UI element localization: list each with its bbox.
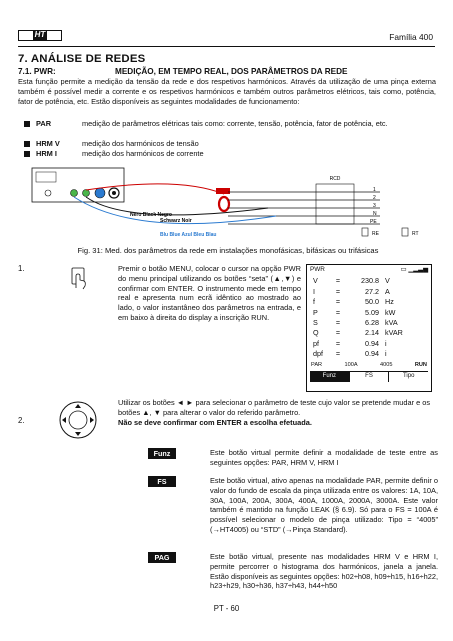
header-divider xyxy=(18,46,435,47)
mode-key: HRM I xyxy=(36,149,57,158)
lcd-row: pf = 0.94 i xyxy=(313,338,387,348)
bullet-square xyxy=(24,141,30,147)
lcd-row: V = 230.8 V xyxy=(313,276,390,286)
brand-logo: HT xyxy=(18,30,62,41)
cable-label-black: Nero Black Negro xyxy=(130,212,172,218)
bullet-square xyxy=(24,151,30,157)
mode-item-par xyxy=(24,119,436,129)
lcd-row: S = 6.28 kVA xyxy=(313,318,398,328)
mode-item-hrm-i xyxy=(24,149,436,159)
svg-text:RT: RT xyxy=(412,231,419,237)
lcd-status-line xyxy=(307,362,431,369)
cable-label-black-2: Schwarz Noir xyxy=(160,218,192,224)
lcd-row: Q = 2.14 kVAR xyxy=(313,328,403,338)
lcd-row: P = 5.09 kW xyxy=(313,307,396,317)
lcd-header xyxy=(307,265,431,275)
svg-text:1: 1 xyxy=(373,187,376,193)
step-1-number: 1. xyxy=(18,264,25,273)
svg-text:N: N xyxy=(373,211,377,217)
fs-description: Este botão virtual, ativo apenas na modalidade PAR, permite definir o valor do fundo de escala da pinça utilizada entre os valores: 1A, 10A, 30A, 100A, 200A, 300A, 400A, 1000A, 2000A, 3000A. Este valor também é mantido na função LEAK (§ 6.9). Só para o FS = 100A é possível selecionar o modelo de pinça utilizado: Tipo = “4005” (→HT4005) ou “STD” (→Pinça Standard). xyxy=(210,476,438,534)
svg-text:2: 2 xyxy=(373,195,376,201)
softkey-row-fs xyxy=(148,476,438,535)
mode-desc: medição dos harmónicos de corrente xyxy=(82,149,204,158)
rcd-label: RCD xyxy=(329,176,341,182)
mode-item-hrm-v xyxy=(24,139,436,149)
pag-button-label: PAG xyxy=(148,552,176,563)
svg-text:RE: RE xyxy=(372,231,379,237)
status-type: 4005 xyxy=(379,361,393,368)
lcd-readings xyxy=(307,275,431,359)
mode-desc: medição dos harmónicos de tensão xyxy=(82,139,199,148)
figure-caption: Fig. 31: Med. dos parâmetros da rede em instalações monofásicas, bifásicas ou trifásicas xyxy=(77,246,379,255)
lcd-row: I = 27.2 A xyxy=(313,286,390,296)
lcd-row: f = 50.0 Hz xyxy=(313,297,394,307)
svg-text:PE: PE xyxy=(370,219,377,225)
subsection-number: 7.1. PWR: xyxy=(18,67,56,76)
softkey-fs[interactable]: FS xyxy=(350,372,390,382)
cable-label-blue: Blu Blue Azul Bleu Blau xyxy=(160,232,217,238)
step-1-text: Premir o botão MENU, colocar o cursor na opção PWR do menu principal utilizando os botões “seta” (▲,▼) e confirmar com ENTER. O instrumento mede em tempo real e apresenta num ecrã idêntico ao mostrado ao lado, o valor instantâneo dos parâmetros na entrada, e em baixo à direita do display a inscrição RUN. xyxy=(118,264,301,322)
wiring-diagram xyxy=(28,166,428,242)
status-run: RUN xyxy=(414,361,427,368)
softkey-row-pag xyxy=(148,552,438,591)
status-fs: 100A xyxy=(344,361,358,368)
softkey-funz[interactable]: Funz xyxy=(310,372,350,382)
funz-button-label: Funz xyxy=(148,448,176,459)
lcd-softkey-bar xyxy=(310,371,428,382)
family-label: Família 400 xyxy=(389,32,433,42)
mode-desc: medição de parâmetros elétricas tais como: corrente, tensão, potência, fator de potência, etc. xyxy=(82,119,388,128)
softkey-row-funz xyxy=(148,448,438,468)
pag-description: Este botão virtual, presente nas modalidades HRM V e HRM I, permite percorrer o histograma dos harmónicos, janela a janela. Estão disponíveis as seguintes opções: h02÷h08, h09÷h15, h16÷h22, h23÷h29, h30÷h36, h37÷h43, h44÷h50 xyxy=(210,552,438,591)
mode-key: HRM V xyxy=(36,139,60,148)
page-number: PT - 60 xyxy=(213,604,240,613)
battery-icon: ▭ ▁▂▃▅ xyxy=(400,266,428,273)
subsection-text: MEDIÇÃO, EM TEMPO REAL, DOS PARÂMETROS DA REDE xyxy=(115,67,348,76)
section-title: 7. ANÁLISE DE REDES xyxy=(18,53,146,65)
softkey-tipo[interactable]: Tipo xyxy=(402,373,415,380)
status-mode: PAR xyxy=(311,361,323,368)
hand-press-icon xyxy=(66,264,92,290)
step-2-block xyxy=(118,398,436,427)
arrow-keypad-icon xyxy=(58,400,98,440)
step-2-text: Utilizar os botões ◄ ► para selecionar o parâmetro de teste cujo valor se pretende mudar e os botões ▲, ▼ para alterar o valor do referido parâmetro. xyxy=(118,398,431,417)
mode-key: PAR xyxy=(36,119,52,128)
svg-text:3: 3 xyxy=(373,203,376,209)
step-2-note: Não se deve confirmar com ENTER a escolha efetuada. xyxy=(118,417,312,427)
ground-resistors xyxy=(362,228,419,237)
instrument-panel xyxy=(32,168,124,202)
lcd-title: PWR xyxy=(310,266,325,273)
lcd-display xyxy=(306,264,432,392)
bullet-square xyxy=(24,121,30,127)
step-2-number: 2. xyxy=(18,416,25,425)
lcd-row: dpf = 0.94 i xyxy=(313,349,387,359)
intro-paragraph: Esta função permite a medição da tensão da rede e dos respetivos harmónicos. Através da utilização de uma pinça externa também é possível medir a corrente e os respetivos harmónicos e também outros parâmetros elétricos, tais como, potência, fator de potência, etc. Estão disponíveis as seguintes modalidades de funcionamento: xyxy=(18,77,436,106)
fs-button-label: FS xyxy=(148,476,176,487)
funz-description: Este botão virtual permite definir a modalidade de teste entre as seguintes opções: PAR, HRM V, HRM I xyxy=(210,448,438,467)
cables xyxy=(74,197,276,238)
